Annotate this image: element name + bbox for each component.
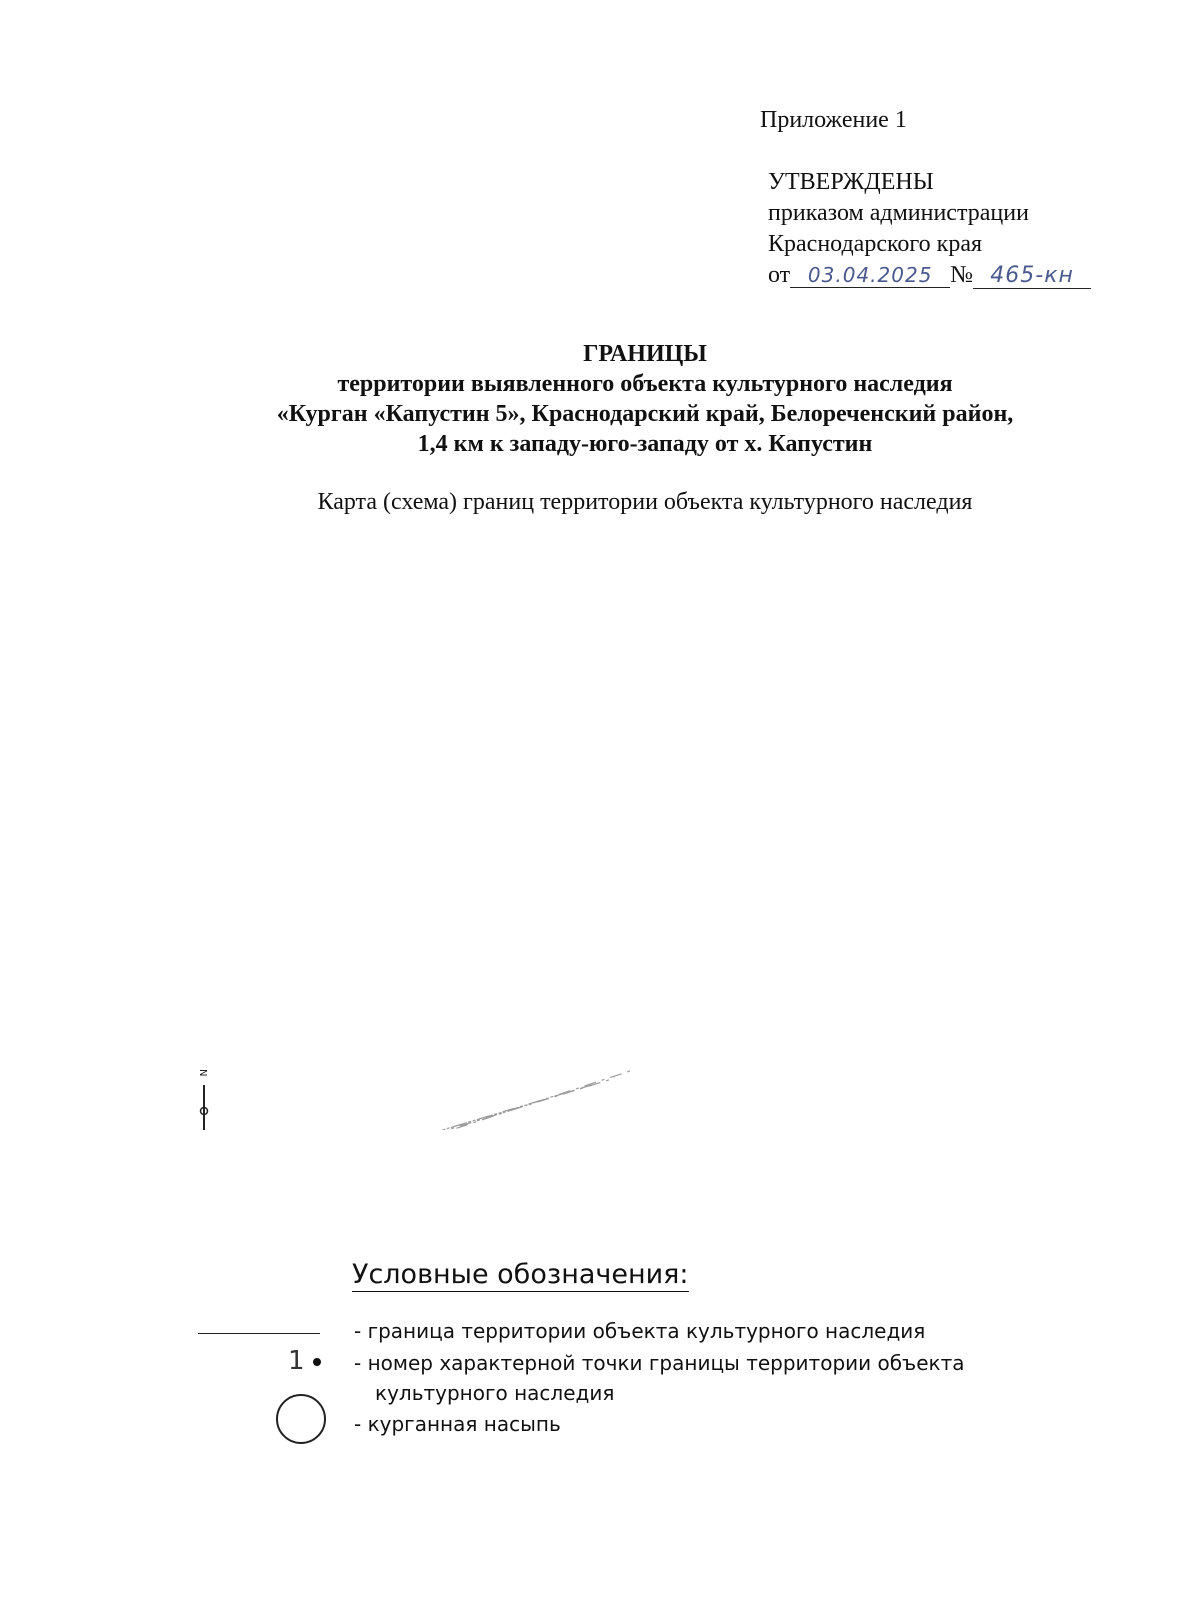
legend-point-dot-icon — [313, 1358, 321, 1366]
handwritten-date: 03.04.2025 — [790, 263, 950, 288]
background-dashes — [200, 1071, 630, 1130]
legend-mound-circle-icon — [276, 1394, 326, 1444]
legend-point-text-1: - номер характерной точки границы территории объекта — [354, 1351, 965, 1375]
title-line-2: территории выявленного объекта культурного наследия — [337, 371, 953, 397]
title-line-3: «Курган «Капустин 5», Краснодарский край, Белореченский район, — [276, 401, 1014, 427]
legend-boundary-text: - граница территории объекта культурного наследия — [354, 1319, 926, 1343]
north-arrow-icon — [197, 1069, 208, 1130]
legend-mound-text: - курганная насыпь — [354, 1412, 561, 1436]
boundary-map — [0, 530, 1200, 1130]
approved-label: УТВЕРЖДЕНЫ — [768, 169, 934, 195]
legend-point-text-2: культурного наследия — [375, 1381, 615, 1405]
map-subtitle: Карта (схема) границ территории объекта культурного наследия — [317, 489, 973, 515]
approved-region: Краснодарского края — [768, 231, 983, 257]
document-title: ГРАНИЦЫ — [583, 341, 707, 367]
north-label: N — [197, 1069, 208, 1077]
appendix-label: Приложение 1 — [760, 107, 907, 133]
number-sign: № — [950, 262, 974, 288]
legend-point-number: 1 — [288, 1346, 305, 1376]
date-prefix: от — [768, 262, 791, 288]
legend-boundary-line-icon — [198, 1333, 320, 1334]
approval-date-line — [768, 260, 1091, 291]
title-line-4: 1,4 км к западу-юго-западу от х. Капустин — [417, 431, 873, 457]
legend-title: Условные обозначения: — [352, 1259, 689, 1290]
approved-by-order: приказом администрации — [768, 200, 1029, 226]
handwritten-number: 465-кн — [973, 264, 1091, 289]
approval-block — [768, 167, 1091, 291]
